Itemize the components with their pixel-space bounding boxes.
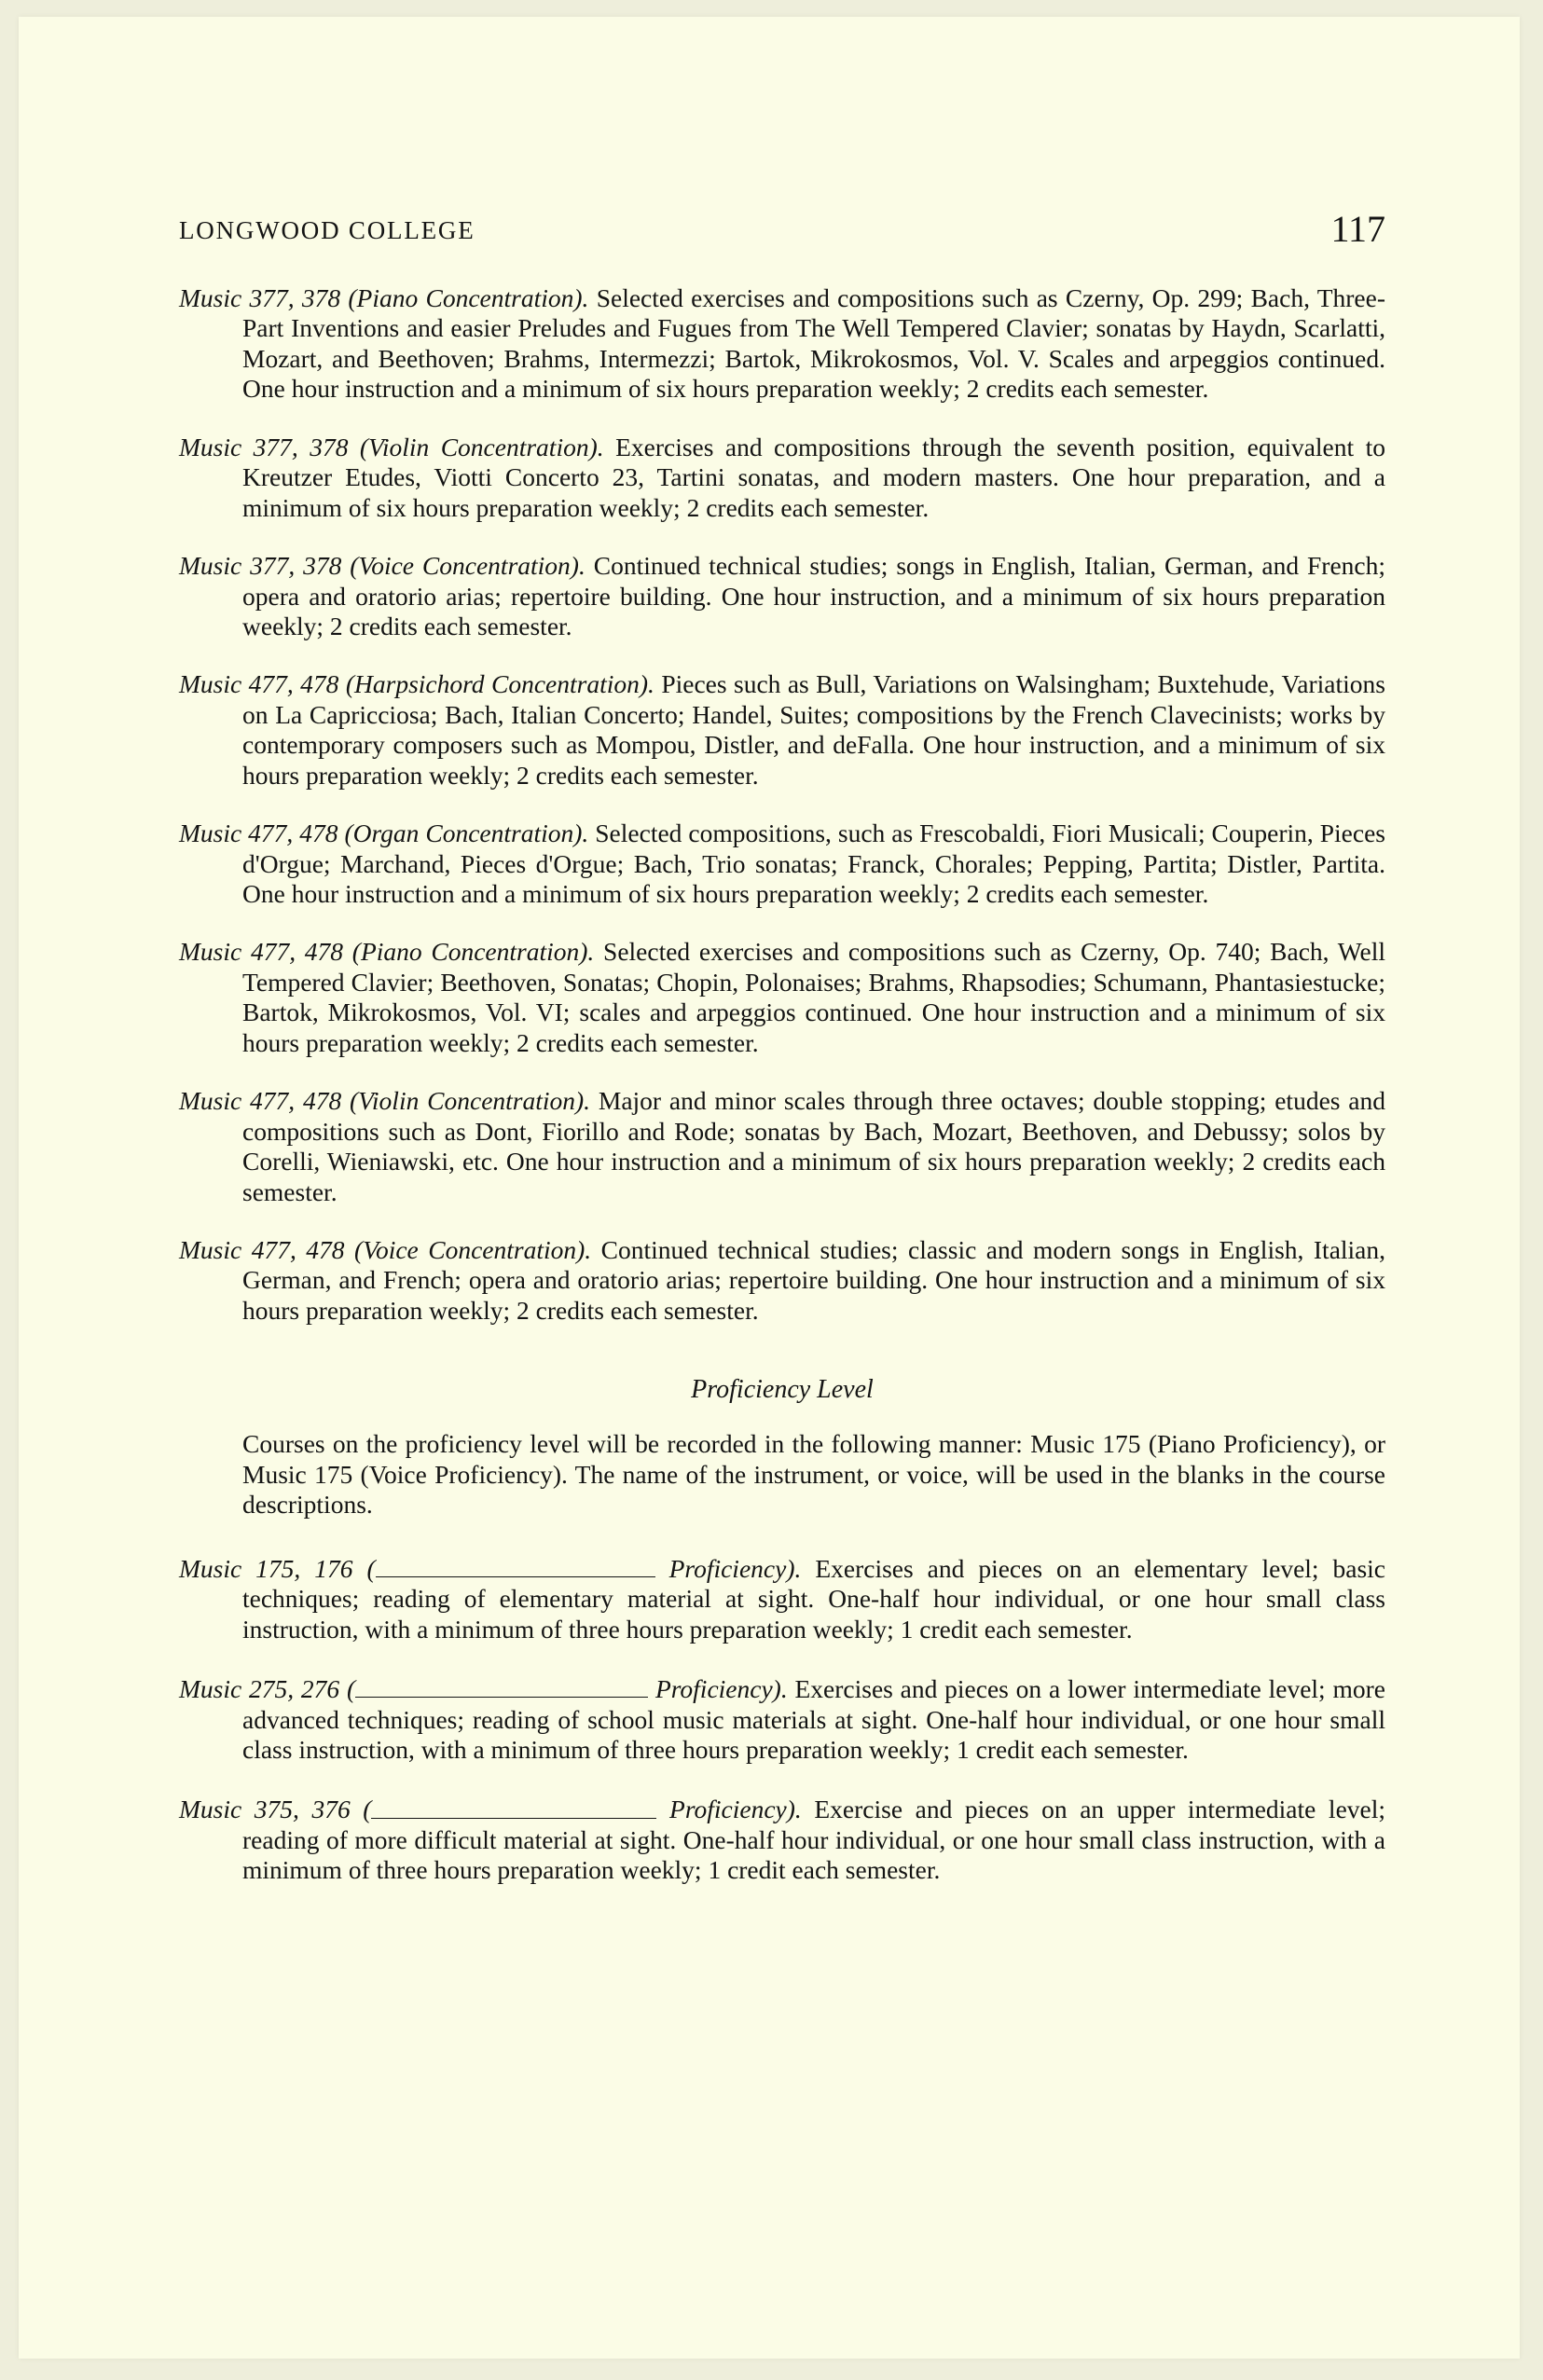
course-title: Music 477, 478 (Voice Concentration). — [179, 1234, 592, 1264]
course-entry-377-piano — [179, 283, 1385, 405]
instrument-blank — [371, 1793, 656, 1818]
course-title-start: Music 175, 176 ( — [179, 1553, 376, 1583]
instrument-blank — [355, 1672, 648, 1698]
course-title: Music 377, 378 (Violin Concentration). — [179, 432, 604, 461]
course-title-start: Music 275, 276 ( — [179, 1674, 356, 1704]
course-entry-477-voice — [179, 1235, 1385, 1326]
course-entry-477-organ — [179, 819, 1385, 909]
course-title-end: Proficiency). — [669, 1795, 802, 1824]
course-description: Exercises and pieces on a lower intermediate level; more advanced techniques; reading of school music materials at sight. One-half hour individual, or one hour small class instruction, with a minimum of three hours preparation weekly; 1 credit each semester. — [242, 1674, 1385, 1765]
course-entry-375 — [179, 1793, 1385, 1885]
course-entry-477-violin — [179, 1086, 1385, 1207]
course-title: Music 477, 478 (Violin Concentration). — [179, 1086, 591, 1116]
course-entry-477-piano — [179, 937, 1385, 1058]
course-description: Continued technical studies; classic and modern songs in English, Italian, German, and French; opera and oratorio arias; repertoire building. One hour instruction and a minimum of six hours preparation weekly; 2 credits each semester. — [242, 1234, 1386, 1325]
course-description: Selected exercises and compositions such as Czerny, Op. 299; Bach, Three-Part Inventions and easier Preludes and Fugues from The Well Tempered Clavier; sonatas by Haydn, Scarlatti, Mozart, and Beethoven; Brahms, Intermezzi; Bartok, Mikrokosmos, Vol. V. Scales and arpeggios continued. One hour instruction and a minimum of six hours preparation weekly; 2 credits each semester. — [242, 283, 1386, 404]
course-entry-377-violin — [179, 433, 1385, 523]
course-title: Music 477, 478 (Organ Concentration). — [179, 819, 589, 848]
proficiency-intro: Courses on the proficiency level will be recorded in the following manner: Music 175 (Piano Proficiency), or Music 175 (Voice Proficiency). The name of the instrument, or voice, will be used in the blanks in the course descriptions. — [242, 1429, 1385, 1520]
course-title-end: Proficiency). — [668, 1553, 802, 1583]
course-title: Music 477, 478 (Piano Concentration). — [179, 937, 595, 967]
running-title: LONGWOOD COLLEGE — [179, 216, 475, 244]
course-title-start: Music 375, 376 ( — [179, 1795, 372, 1824]
course-description: Selected exercises and compositions such as Czerny, Op. 740; Bach, Well Tempered Clavier; Beethoven, Sonatas; Chopin, Polonaises; Brahms, Rhapsodies; Schumann, Phantasiestucke; Bartok, Mikrokosmos, Vol. VI; scales and arpeggios continued. One hour instruction and a minimum of six hours preparation weekly; 2 credits each semester. — [242, 937, 1385, 1057]
course-title: Music 377, 378 (Voice Concentration). — [179, 551, 586, 581]
course-entry-275 — [179, 1672, 1385, 1765]
course-entry-477-harpsichord — [179, 669, 1385, 791]
course-entry-377-voice — [179, 551, 1385, 641]
course-title: Music 377, 378 (Piano Concentration). — [179, 283, 589, 312]
course-description: Exercises and pieces on an elementary level; basic techniques; reading of elementary material at sight. One-half hour individual, or one hour small class instruction, with a minimum of three hours preparation weekly; 1 credit each semester. — [242, 1553, 1386, 1644]
course-listing — [179, 283, 1385, 1914]
instrument-blank — [376, 1552, 655, 1577]
course-title: Music 477, 478 (Harpsichord Concentration). — [179, 669, 654, 699]
course-description: Selected compositions, such as Frescobaldi, Fiori Musicali; Couperin, Pieces d'Orgue; Marchand, Pieces d'Orgue; Bach, Trio sonatas; Franck, Chorales; Pepping, Partita; Distler, Partita. One hour instruction and a minimum of six hours preparation weekly; 2 credits each semester. — [242, 819, 1385, 908]
course-description: Exercises and compositions through the seventh position, equivalent to Kreutzer Etudes, Viotti Concerto 23, Tartini sonatas, and modern masters. One hour preparation, and a minimum of six hours preparation weekly; 2 credits each semester. — [242, 432, 1385, 522]
course-description: Exercise and pieces on an upper intermediate level; reading of more difficult material at sight. One-half hour individual, or one hour small class instruction, with a minimum of three hours preparation weekly; 1 credit each semester. — [242, 1795, 1386, 1885]
page-number: 117 — [1330, 208, 1385, 250]
course-entry-175 — [179, 1552, 1385, 1644]
course-description: Major and minor scales through three octaves; double stopping; etudes and compositions such as Dont, Fiorillo and Rode; sonatas by Bach, Mozart, Beethoven, and Debussy; solos by Corelli, Wieniawski, etc. One hour instruction and a minimum of six hours preparation weekly; 2 credits each semester. — [242, 1086, 1385, 1206]
course-description: Pieces such as Bull, Variations on Walsingham; Buxtehude, Variations on La Capricciosa; Bach, Italian Concerto; Handel, Suites; compositions by the French Clavecinists; works by contemporary composers such as Mompou, Distler, and deFalla. One hour instruction, and a minimum of six hours preparation weekly; 2 credits each semester. — [242, 669, 1385, 790]
course-title-end: Proficiency). — [654, 1674, 788, 1704]
running-head — [179, 208, 1385, 257]
section-heading-proficiency: Proficiency Level — [691, 1375, 874, 1405]
course-description: Continued technical studies; songs in English, Italian, German, and French; opera and oratorio arias; repertoire building. One hour instruction, and a minimum of six hours preparation weekly; 2 credits each semester. — [242, 551, 1386, 640]
